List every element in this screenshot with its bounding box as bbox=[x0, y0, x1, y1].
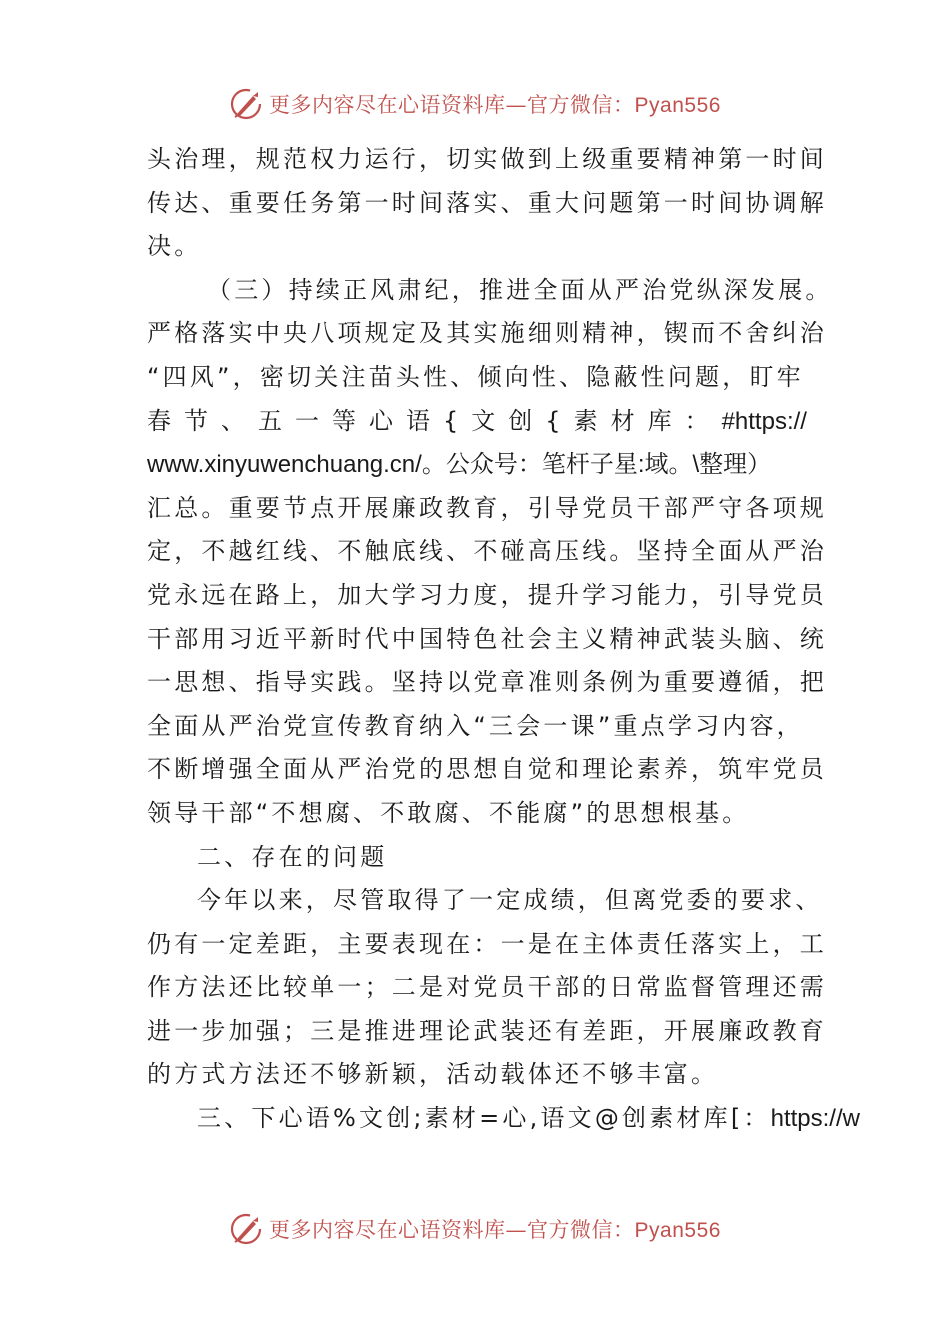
banner-wechat-id: Pyan556 bbox=[634, 94, 721, 117]
text-line: 决。 bbox=[147, 232, 202, 261]
text-line: 党永远在路上，加大学习力度，提升学习能力，引导党员 bbox=[147, 580, 827, 609]
text-line-url: www.xinyuwenchuang.cn/。公众号：笔杆子星:域。\整理） bbox=[147, 451, 772, 479]
text-line: 严格落实中央八项规定及其实施细则精神，锲而不舍纠治 bbox=[147, 319, 827, 348]
banner-text: 更多内容尽在心语资料库—官方微信：Pyan556 bbox=[269, 93, 721, 117]
footer-banner bbox=[0, 1209, 950, 1249]
text-line: 领导干部“不想腐、不敢腐、不能腐”的思想根基。 bbox=[147, 798, 750, 827]
section-heading-3-partial: 三、下心语%文创;素材=心,语文@创素材库[：https://w bbox=[197, 1104, 860, 1133]
document-body bbox=[147, 138, 860, 1141]
banner-wechat-id: Pyan556 bbox=[634, 1219, 721, 1242]
text-line: 进一步加强；三是推进理论武装还有差距，开展廉政教育 bbox=[147, 1016, 827, 1045]
text-line: 全面从严治党宣传教育纳入“三会一课”重点学习内容， bbox=[147, 711, 804, 740]
text-line: 传达、重要任务第一时间落实、重大问题第一时间协调解 bbox=[147, 188, 827, 217]
section-heading-2: 二、存在的问题 bbox=[197, 842, 388, 871]
text-line: 今年以来，尽管取得了一定成绩，但离党委的要求、 bbox=[197, 886, 823, 915]
text-line: 一思想、指导实践。坚持以党章准则条例为重要遵循，把 bbox=[147, 668, 827, 697]
text-line: 干部用习近平新时代中国特色社会主义精神武装头脑、统 bbox=[147, 624, 827, 653]
header-banner bbox=[0, 84, 950, 124]
text-line: 的方式方法还不够新颖，活动载体还不够丰富。 bbox=[147, 1060, 719, 1089]
quill-pen-logo-icon bbox=[229, 87, 263, 121]
text-line: 汇总。重要节点开展廉政教育，引导党员干部严守各项规 bbox=[147, 493, 827, 522]
text-line: 仍有一定差距，主要表现在：一是在主体责任落实上，工 bbox=[147, 929, 827, 958]
text-line: 不断增强全面从严治党的思想自觉和理论素养，筑牢党员 bbox=[147, 755, 827, 784]
banner-text: 更多内容尽在心语资料库—官方微信：Pyan556 bbox=[269, 1218, 721, 1242]
text-line: “四风”，密切关注苗头性、倾向性、隐蔽性问题，盯牢 bbox=[147, 362, 804, 391]
text-line: 头治理，规范权力运行，切实做到上级重要精神第一时间 bbox=[147, 145, 827, 173]
section-heading-3: （三）持续正风肃纪，推进全面从严治党纵深发展。 bbox=[207, 275, 833, 304]
text-line: 作方法还比较单一；二是对党员干部的日常监督管理还需 bbox=[147, 973, 827, 1002]
text-line-justified: 春 节 、 五 一 等 心 语 { 文 创 { 素 材 库 ： #https:// bbox=[147, 406, 807, 435]
quill-pen-logo-icon bbox=[229, 1212, 263, 1246]
text-line: 定，不越红线、不触底线、不碰高压线。坚持全面从严治 bbox=[147, 537, 827, 566]
